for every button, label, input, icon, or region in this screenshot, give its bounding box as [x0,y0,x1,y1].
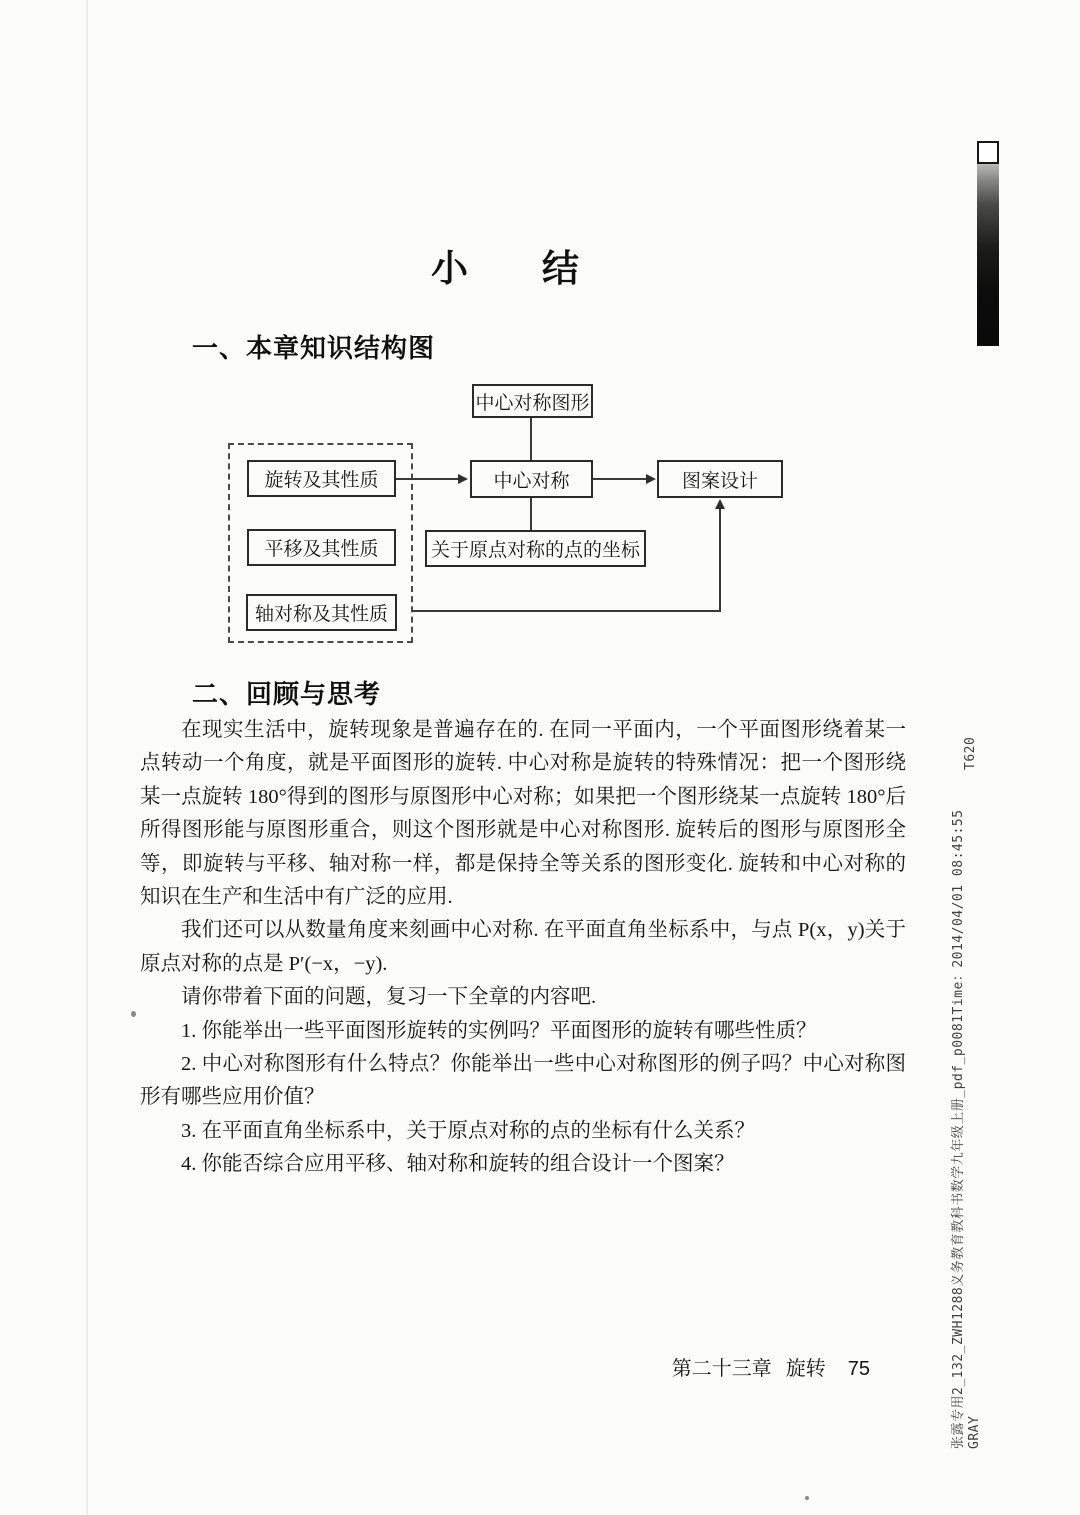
node-central-symmetric-figure: 中心对称图形 [472,384,593,418]
question-item: 2. 中心对称图形有什么特点？你能举出一些中心对称图形的例子吗？中心对称图形有哪些应用价值？ [140,1053,906,1109]
node-central-symmetry: 中心对称 [470,460,593,498]
node-pattern-design: 图案设计 [657,460,783,498]
paragraph: 在现实生活中，旋转现象是普遍存在的. 在同一平面内，一个平面图形绕着某一点转动一个角度，就是平面图形的旋转. 中心对称是旋转的特殊情况：把一个图形绕某一点旋转 180°得到的图形与原图形中心对称；如果把一个图形绕某一点旋转 180°后所得图形能与原图形重合，则这个图形就是中心对称图形. 旋转后的图形与原图形全等，即旋转与平移、轴对称一样，都是保持全等关系的图形变化. 旋转和中心对称的知识在生产和生活中有广泛的应用. [140,719,906,909]
connector-central-symmetry-to-pattern [593,478,646,480]
scan-watermark-line2: GRAY [967,1415,982,1449]
scan-edge-shadow [86,0,88,1515]
scan-registration-bar [977,141,999,346]
scan-ink-bar [977,164,999,346]
connector-rotation-to-central-symmetry [396,478,458,480]
scan-watermark [951,809,983,1449]
scan-registration-box [977,141,999,164]
node-origin-symmetric-coords: 关于原点对称的点的坐标 [425,530,646,567]
arrowhead-up-icon [715,499,725,509]
paragraph: 我们还可以从数量角度来刻画中心对称. 在平面直角坐标系中，与点 P(x，y)关于原点对称的点是 P′(−x，−y). [140,919,906,975]
page-footer [672,1352,870,1381]
footer-chapter-label: 第二十三章 [671,1358,772,1380]
footer-chapter-title: 旋转 [785,1358,826,1380]
connector-axial-vertical [719,508,721,612]
node-rotation-properties: 旋转及其性质 [247,460,396,497]
paragraph: 请你带着下面的问题，复习一下全章的内容吧. [181,986,597,1009]
node-axial-symmetry-properties: 轴对称及其性质 [246,594,397,631]
footer-page-number: 75 [847,1358,870,1380]
question-item: 1. 你能举出一些平面图形旋转的实例吗？平面图形的旋转有哪些性质？ [181,1019,817,1042]
review-body [140,714,906,1182]
connector-central-symmetry-to-coords [530,498,532,530]
scan-speck [805,1496,809,1500]
scan-watermark-line1: 张露专用2_132_ZWH1288义务教育教科书数学九年级上册_pdf_p0081Time：2014/04/01 08:45:55 [951,809,966,1449]
section-heading-review: 二、回顾与思考 [192,679,382,709]
question-item: 3. 在平面直角坐标系中，关于原点对称的点的坐标有什么关系？ [181,1119,755,1142]
scan-stamp: T620 [963,736,978,770]
section-heading-structure: 一、本章知识结构图 [192,333,436,363]
node-translation-properties: 平移及其性质 [247,529,396,566]
page-title: 小 结 [431,249,579,290]
arrowhead-right-icon [458,474,468,484]
arrowhead-right-icon [646,474,656,484]
question-item: 4. 你能否综合应用平移、轴对称和旋转的组合设计一个图案？ [181,1153,735,1176]
connector-axial-horizontal [413,610,720,612]
connector-figure-to-central-symmetry [530,418,532,460]
scan-speck [131,1011,136,1017]
